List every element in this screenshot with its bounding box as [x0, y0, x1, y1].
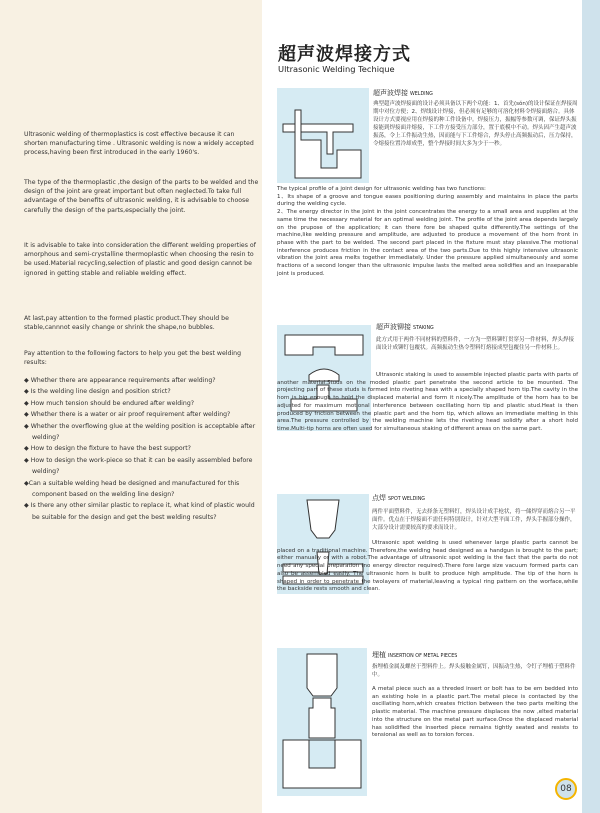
insertion-diagram [277, 648, 367, 796]
product-paragraph: At last,pay attention to the formed plastic product.They should be stable,cannnot easily change or shrink the shape,no bubbles. [24, 315, 229, 332]
spot-heading: 点焊 SPOT WELDING [372, 494, 426, 502]
factors-list [24, 375, 260, 523]
welding-joint-diagram [277, 88, 369, 183]
staking-cn-text: 此方式用于两件不同材料的塑料件，一方为一塑料铆钉贯穿另一件材料，焊头焊接面设计成铆钉包覆状。高频振动生热令塑料钉熔接成型包覆住另一件材料上。 [376, 337, 575, 351]
spot-en-text: Ultrasonic spot welding is used whenever large plastic parts cannot be placed on a traditional machine. Therefore,the welding head designed as a handgun is brought to the part; either manually or with a robot.The advantage of ultrasonic spot welding is the fact that the parts do not need any special preparation (no energy director required).There fore large size vacuum formed parts can also be assembled easily. The ultrasonic horn is built to produce high amplitude. The tip of the horn is shaped in order to penetrate the twolayers of material,leaving a typical ring pattern on the worface,while the backside rests smooth and clean. [277, 540, 578, 593]
welding-heading: 超声波焊接 WELDING [373, 89, 433, 97]
list-item: ◆ Whether there are appearance requirements after welding? [24, 377, 216, 384]
list-item: ◆ How to design the work-piece so that it can be easily assembled before welding? [24, 456, 253, 476]
insertion-cn-text: 指埋植金属及螺丝于塑料件上。焊头接触金属钉，因振动生热，令钉子埋植于塑料件中。 [372, 664, 576, 678]
staking-heading: 超声波铆接 STAKING [376, 323, 434, 331]
welding-en-text: The typical profile of a joint design for ultrasonic welding has two functions: 1、Its shape of a groove and tongue eases positioning during assembly and maintains in place the parts during the welding cycle. 2、The energy director in the joint in the joint concentrates the energy to a small area and supplies at the same time the necessary material for an optimal welding joint. The profile of the joint area depends largely on the prupose of the application; it can there fore be shaped quite differently.The settings of the machine,like welding pressure and amplitude, are adjusted to produce a movement of the horn front in phase with the part to be welded. The second part placed in the fixture must stay plassive.The motional interference produces friction in the contact area of the two parts.Due to this highly intensive ultrasonic vibration the joint area melts together immediately. Under the pressure applied simultaneously and some fractions of a second longer than the ultrasonic impulse lasts the melted area solidifies and an inseparable joint is produced. [277, 186, 578, 277]
list-item: ◆ Is the welding line design and position strict? [24, 388, 171, 396]
insertion-en-text: A metal piece such as a threded insert or bolt has to be em bedded into an existing hole in a plastic part.The metal piece is contacted by the oscillating horn,which creates friction between the two parts melting the plastic material. The machine pressure displaces the now ,elted material into the structure on the metal part surface.Once the displaced material has solidified the inserted piece remains tightly seated and resists to tensional as well as to torsion forces. [372, 686, 578, 739]
insertion-heading: 埋植 INSERTION OF METAL PIECES [372, 651, 458, 659]
list-item: ◆ Whether there is a water or air proof requirement after welding? [24, 411, 231, 419]
design-paragraph: The type of the thermoplastic ,the design of the parts to be welded and the design of the joint are great important but often neglected.To take full advantage of the benefits of ultrasonic welding, it is advisable to choose carefully the design of the parts,especially the joint. [24, 179, 259, 214]
side-stripe [582, 0, 600, 813]
page-title-en: Ultrasonic Welding Techique [278, 64, 395, 74]
page-number: 08 [555, 778, 577, 800]
insertion-figure [277, 648, 367, 796]
list-item: ◆ Is there any other similar plastic to replace it, what kind of plastic would be suitable for the design and get the best welding results? [24, 502, 255, 521]
staking-en-text: Ultrasonic staking is used to assemble injected plastic parts with parts of another material.Studs on the moded plastic part penetrate the second article to be mounted. The projecting part of these studs is formed into riveting heas with a specially shaped horn tip.The cavity in the horn is big enough to hold the displaced material and form it nicely.The amplitude of the horn has to be adjusted for maximum motional interference between oscillating horn tip and plastic stud.Heat is then produced by friction between the plastic part and the horn tip, which allows an immediate melting in this area.The pressure controlled by the welding machine lets the riveting head solidify after a short hold time.Multi-tip horns are often used for simultaneous staking of different areas on the same part. [277, 372, 578, 432]
list-item: ◆ How much tension should be endured after welding? [24, 399, 195, 407]
list-item: ◆Can a suitable welding head be designed and manufactured for this component based on the welding line design? [24, 479, 240, 499]
page-title-cn: 超声波焊接方式 [278, 44, 411, 65]
list-item: ◆ How to design the fixture to have the best support? [24, 445, 191, 453]
factors-intro: Pay attention to the following factors to help you get the best welding results: [24, 350, 242, 367]
welding-figure [277, 88, 369, 183]
intro-paragraph: Ultrasonic welding of thermoplastics is cost effective because it can shorten manufacturing time . Ultrasonic welding is now a widely accepted process,having been first introduced in the early 1960's. [24, 131, 254, 157]
welding-cn-text: 典型超声波焊接面的设计必须具备以下两个功能：1、首先(sǒn)的设计保证在焊接周期中对位方便；2、焊线设计焊接，但必须有足够的可溶化材料令焊接面熔合。具体设计方式要视应用在焊接的种工件设备中。焊接压力，振幅等参数可调，保证焊头振接能到焊接面并熔接，下工件方接受压力部分，置于底模中不动。焊头因产生超声波振荡，令上工件振动生热，因而能与下工件熔合，焊头停止高频振动后，压力保持，令熔接位置冷却成型，整个焊接时间大多为少于一秒。 [373, 101, 578, 147]
material-paragraph: It is advisable to take into consideration the different welding properties of amorphous and semi-crystalline thermoplastic when choosing the resin to be used.Material recycling,selection of plastic and good design cannot be ignored in getting stable and reliable welding effect. [24, 242, 256, 277]
spot-cn-text: 两件平面塑料件，无去择条无塑料钉，焊头设计成手枪状，将一储焊穿而熔合另一平面件。优点在于焊接面不需任何特别设计，针对大型平面工件，焊头手握部分操作，大部分设计需要较高的要求而设计。 [372, 509, 576, 531]
list-item: ◆ Whether the overflowing glue at the welding position is acceptable after welding? [24, 422, 256, 442]
